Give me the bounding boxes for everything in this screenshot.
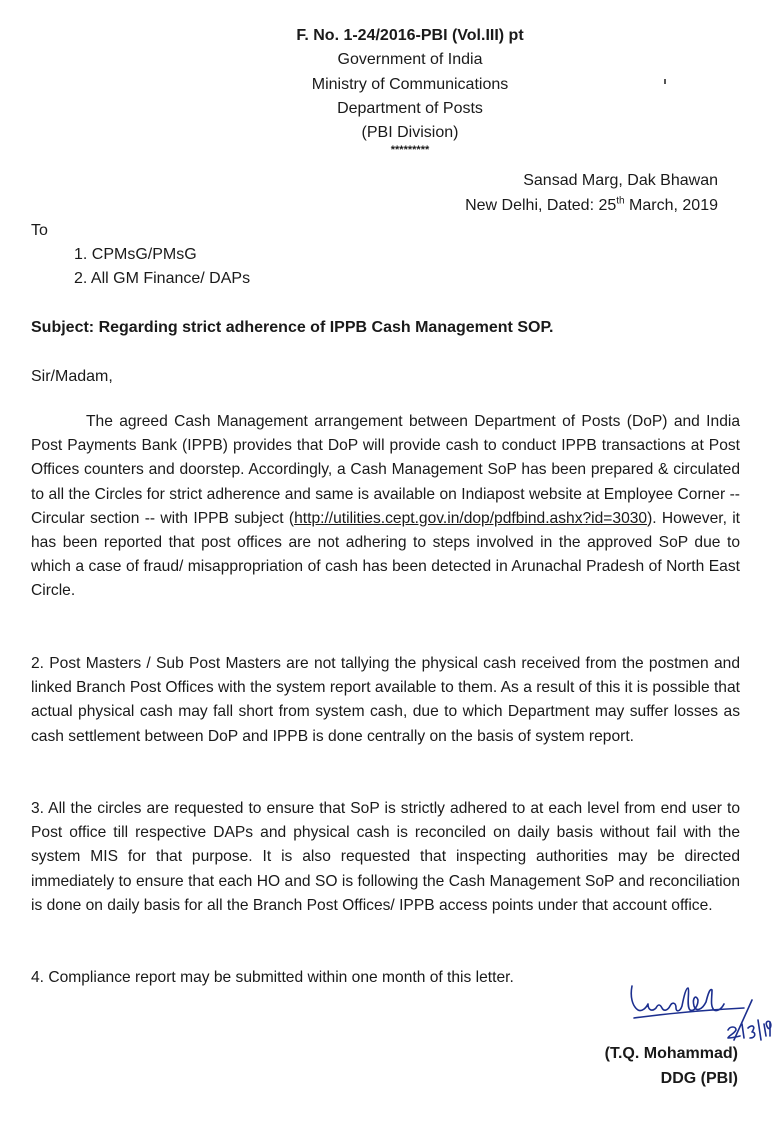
circular-link[interactable]: http://utilities.cept.gov.in/dop/pdfbind.ashx?id=3030 [294, 509, 648, 527]
salutation: Sir/Madam, [31, 368, 113, 385]
date-ordinal: th [616, 195, 625, 207]
date-suffix: March, 2019 [624, 197, 718, 214]
body-paragraph-2: 2. Post Masters / Sub Post Masters are not tallying the physical cash received from the postmen and linked Branch Post Offices with the system report available to them. As a result of this it is possible that actual physical cash may fall short from system cash, due to which Department may suffer losses as cash settlement between DoP and IPPB is done centrally on the basis of system report. [31, 655, 740, 745]
header-line-division: (PBI Division) [361, 124, 459, 141]
letter-date [465, 194, 718, 217]
recipient-item: 2. All GM Finance/ DAPs [74, 270, 251, 287]
header-line-government: Government of India [337, 51, 483, 68]
signatory-designation: DDG (PBI) [660, 1070, 738, 1087]
p1-text-after: ). However, it has been reported that post offices are not adhering to steps involved in the approved SoP due to which a case of fraud/ misappropriation of cash has been detected in Arunachal Pradesh of North East Circle. [31, 509, 740, 600]
p1-text-before: The agreed Cash Management arrangement between Department of Posts (DoP) and India Post Payments Bank (IPPB) provides that DoP will provide cash to conduct IPPB transactions at Post Offices counters and doorstep. Accordingly, a Cash Management SoP has been prepared & circulated to all the Circles for strict adherence and same is available on Indiapost website at Employee Corner -- Circular section -- with IPPB subject ( [31, 413, 740, 527]
sender-address: Sansad Marg, Dak Bhawan [523, 172, 718, 189]
file-number: F. No. 1-24/2016-PBI (Vol.III) pt [296, 27, 524, 44]
to-label: To [31, 222, 48, 239]
body-paragraph-4: 4. Compliance report may be submitted within one month of this letter. [31, 969, 514, 986]
handwritten-signature [624, 980, 774, 1050]
recipient-list [74, 243, 250, 291]
scan-speck [664, 79, 666, 84]
date-prefix: New Delhi, Dated: 25 [465, 197, 617, 214]
header-line-ministry: Ministry of Communications [311, 76, 509, 93]
body-paragraph-1 [31, 410, 740, 604]
header-line-department: Department of Posts [337, 100, 483, 117]
recipient-item: 1. CPMsG/PMsG [74, 246, 197, 263]
signatory-name: (T.Q. Mohammad) [604, 1045, 738, 1062]
subject-line: Subject: Regarding strict adherence of IPPB Cash Management SOP. [31, 319, 554, 336]
body-paragraph-3: 3. All the circles are requested to ensure that SoP is strictly adhered to at each level from end user to Post office till respective DAPs and physical cash is reconciled on daily basis without fail with the system MIS for that purpose. It is also requested that inspecting authorities may be directed immediately to ensure that each HO and SO is following the Cash Management SoP and reconciliation is done on daily basis for all the Branch Post Offices/ IPPB access points under that account office. [31, 800, 740, 914]
header-separator-stars: ********* [390, 144, 430, 156]
